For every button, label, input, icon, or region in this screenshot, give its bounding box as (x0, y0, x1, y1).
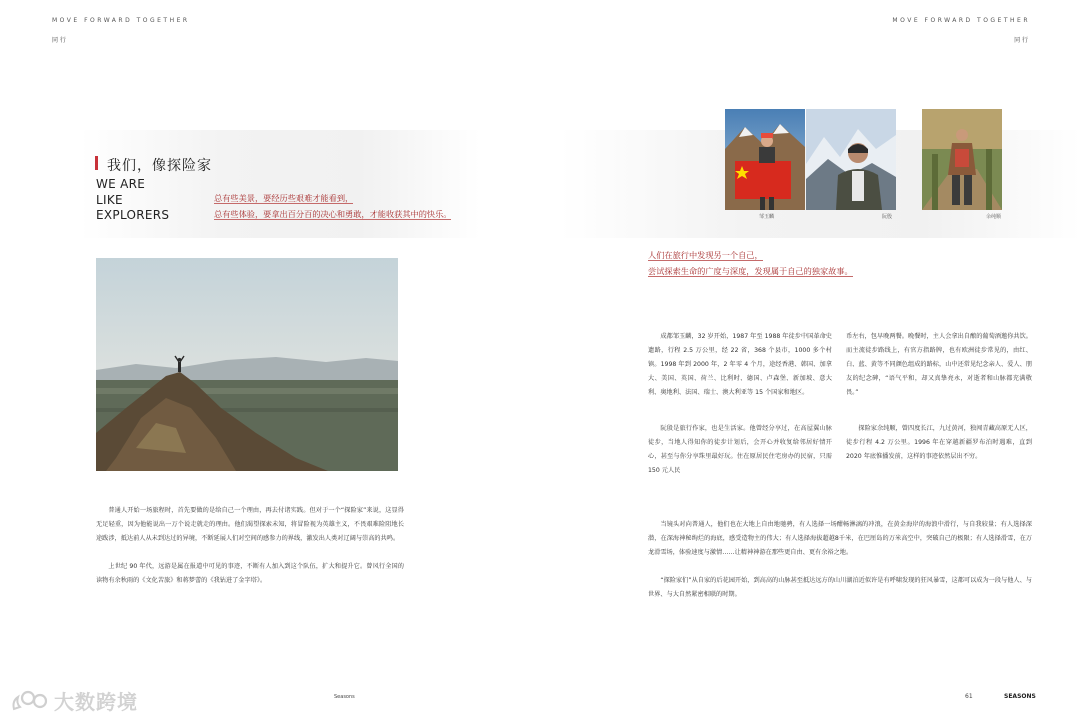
photo-caption-3: 余纯顺 (986, 214, 1002, 220)
right-col2-paragraph-2: 探险家余纯顺，曾四度长江，九过黄河，独闯青藏高原无人区，徒步行程 4.2 万公里。1996 年在穿越新疆罗布泊时遇难，直到 2020 年底惟播发前，这样的事迹依然层出不穷。 (846, 425, 1032, 460)
photo-caption-2: 阮殷 (882, 214, 893, 220)
right-col2-paragraph-1: 币左右，包早晚两餐。晚餐时，主人会拿出自酿的葡萄酒邀你共饮。而主流徒步路线上，有官方指路牌，也有欧洲徒步常见的，由红、白、蓝、黄等不同颜色组成的路标，山中还常见纪念亲人、爱人、朋友的纪念碑，“语气平和，却又真挚亮永，对逝者和山脉都充满敬畏。” (846, 333, 1032, 396)
quote-right-line-2: 尝试探索生命的广度与深度，发现属于自己的独家故事。 (648, 266, 853, 276)
quote-left-line-2: 总有些体验，要拿出百分百的决心和勇敢，才能收获其中的快乐。 (214, 209, 452, 219)
quote-left (214, 190, 451, 222)
left-paragraph-1: 普通人开始一场旅程时，首先要做的是给自己一个理由，再去付诸实践。但对于一个“探险家”来说，这显得无足轻重，因为他能说出一万个说走就走的理由。他们渴望探索未知，将冒险视为英雄主义，不畏艰难险阻地长途跋涉，抵达前人从未到达过的异境，不断延展人们对空间的感参力的界线，激发出人类对辽阔与崇高的共鸣。 (96, 507, 404, 542)
title-en-line-1: WE ARE (96, 177, 146, 191)
title-accent-bar (95, 156, 98, 170)
right-col1-paragraph-2: 阮殷是旅行作家，也是生活家。他曾经分享过，在高屋翼山脉徒步，当地人得知你的徒步计划后，会开心并收复给邻居好情开心，甚至与你分享珠里最好玩。住在原居民住宅房办的民宿，只需 150 元人民 (648, 425, 832, 474)
brand-footer: SEASONS (1004, 693, 1036, 700)
header-tagline-left: MOVE FORWARD TOGETHER (52, 17, 190, 24)
right-column-1 (648, 330, 832, 478)
header-tagline-right: MOVE FORWARD TOGETHER (892, 17, 1030, 24)
section-label-left: 同 行 (52, 37, 66, 44)
explorer-photo-2 (806, 109, 896, 210)
watermark (10, 686, 138, 715)
left-paragraph-2: 上世纪 90 年代，远游是属在报道中可见的事迹，不断有人加入到这个队伍，扩大和提升它。曾风行全国的读物有余秋雨的《文化苦旅》和蒋梦蕾的《我钻进了金字塔》。 (96, 563, 404, 584)
explorer-photo-1 (725, 109, 805, 210)
watermark-text: 大数跨境 (54, 690, 138, 714)
right-col1-paragraph-1: 成都邹玉麟，32 岁开始，1987 年至 1988 年徒步中国革命史遗路，行程 2.5 万公里，经 22 省，368 个县市，1000 多个村镇。1998 年到 2000 年，2 年零 4 个月，途经香港、韩国、加拿大、美国、英国、荷兰、比利时、德国、卢森堡、新加坡、意大利、奥地利、法国、瑞士、澳大利亚等 15 个国家和地区。 (648, 333, 832, 396)
page-title-cn: 我们，像探险家 (107, 158, 212, 174)
section-label-right: 同 行 (1014, 37, 1028, 44)
page-footer-left: Seasons (334, 694, 355, 700)
title-en-line-3: EXPLORERS (96, 208, 170, 222)
explorer-photo-3 (922, 109, 1002, 210)
title-en-line-2: LIKE (96, 192, 123, 207)
quote-right-line-1: 人们在旅行中发现另一个自己， (648, 250, 763, 260)
right-full-paragraph-2: “探险家们”从自家的后花园开始，到高高的山脉甚至抵达远方的山川湖泊近似许是有呼啸发现的狂风暴雪，这都可以成为一段与他人、与世界、与大自然紧密相联的时期。 (648, 577, 1032, 598)
page-title-en (96, 177, 169, 224)
photo-caption-1: 邹玉麟 (759, 214, 775, 220)
page-number: 61 (965, 693, 973, 700)
quote-left-line-1: 总有些美景，要经历些艰难才能看到， (214, 193, 354, 203)
quote-right (648, 247, 853, 279)
landscape-photo (96, 258, 398, 471)
right-full-paragraph-1: 当镜头对向普通人，他们也在大地上自由地驰骋，有人选择一场酣畅淋漓的冲浪，在黄金海岸的海浪中滑行，与自我较量；有人选择深潜，在深海神秘绚烂的海底，感受造物主的伟大；有人选择海拔超越8千米，在巴厘岛的万米高空中，突破自己的极限；有人选择滑雪，在万龙滑雪场，体验速度与激情……让精神神游在那些更自由、更有余裕之地。 (648, 521, 1032, 556)
right-full-body (648, 518, 1032, 602)
right-column-2 (846, 330, 1032, 464)
left-body (96, 504, 404, 588)
watermark-logo-icon (10, 689, 50, 713)
